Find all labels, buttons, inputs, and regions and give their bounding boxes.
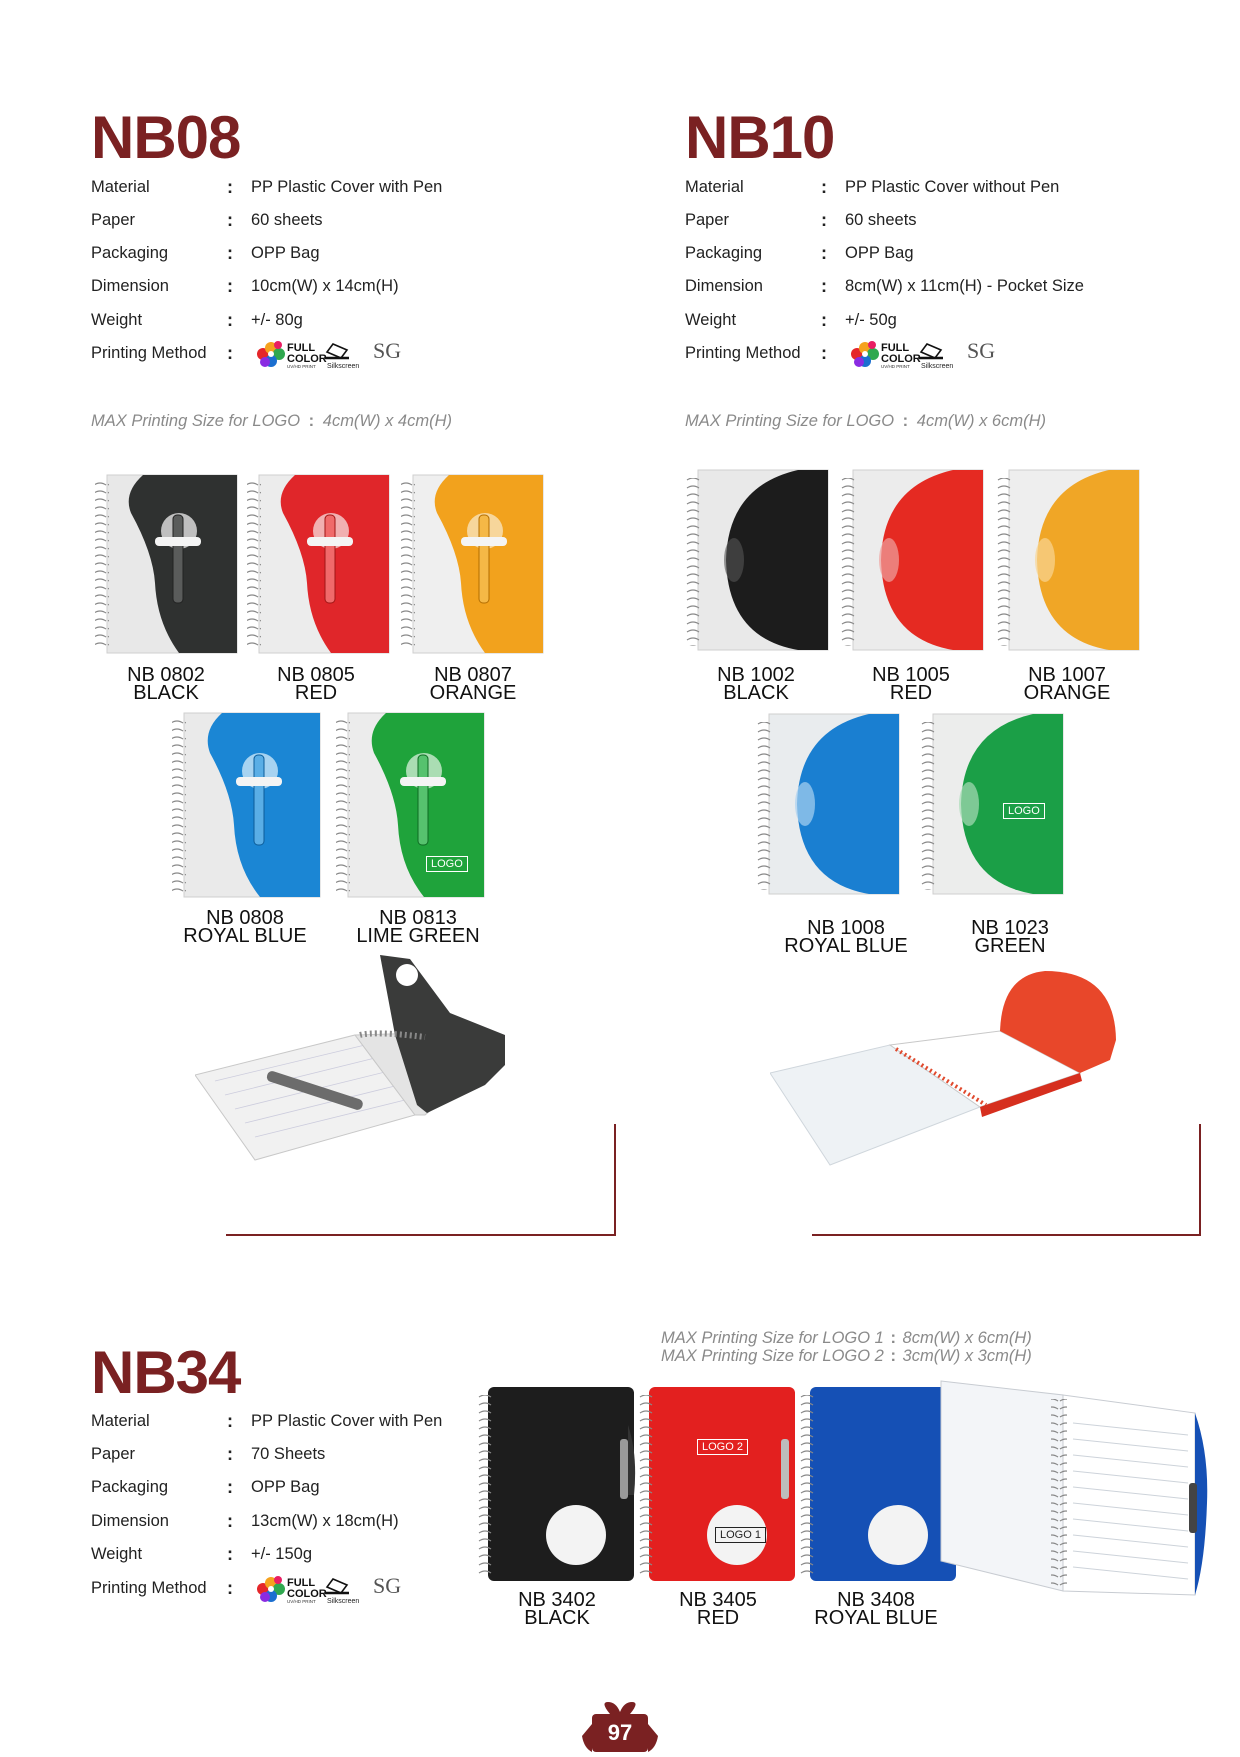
colon: : <box>227 343 233 363</box>
nb34-packaging-value: OPP Bag <box>251 1478 320 1496</box>
nb10-notebook-black <box>686 468 830 652</box>
nb34-paper-value: 70 Sheets <box>251 1445 326 1463</box>
colon: : <box>227 1411 233 1431</box>
weight-label: Weight <box>685 311 737 329</box>
svg-text:UV/HD PRINT: UV/HD PRINT <box>881 364 910 369</box>
colon: : <box>227 276 233 296</box>
max-value: 4cm(W) x 6cm(H) <box>916 412 1046 430</box>
svg-text:COLOR: COLOR <box>881 353 921 365</box>
nb34-notebook-red <box>639 1385 799 1583</box>
nb08-bracket-horizontal <box>226 1234 616 1236</box>
nb10-caption-black: NB 1002 BLACK <box>717 664 795 704</box>
svg-text:UV/HD PRINT: UV/HD PRINT <box>287 1599 316 1604</box>
dimension-label: Dimension <box>91 1512 169 1530</box>
nb34-spec-table <box>91 1412 521 1612</box>
nb34-caption-red: NB 3405 RED <box>679 1589 757 1629</box>
colon: : <box>821 276 827 296</box>
sg-icon: SG <box>373 338 402 363</box>
svg-text:FULL: FULL <box>287 342 316 354</box>
material-label: Material <box>91 1412 150 1430</box>
full-color-icon <box>257 341 285 367</box>
printing-method-icons <box>251 1569 431 1609</box>
colon: : <box>821 343 827 363</box>
nb34-title: NB34 <box>91 1339 241 1406</box>
nb08-notebook-lime-green <box>334 711 486 901</box>
printing-method-icons <box>251 334 431 374</box>
nb08-notebook-black <box>93 473 239 657</box>
sg-icon: SG <box>967 338 996 363</box>
nb34-open-notebook-image <box>933 1373 1210 1598</box>
nb10-weight-value: +/- 50g <box>845 311 897 329</box>
nb08-notebook-orange <box>399 473 545 657</box>
nb10-notebook-red <box>841 468 985 652</box>
nb08-caption-red: NB 0805 RED <box>277 664 355 704</box>
nb08-weight-value: +/- 80g <box>251 311 303 329</box>
printing-label: Printing Method <box>685 344 801 362</box>
nb34-caption-black: NB 3402 BLACK <box>518 1589 596 1629</box>
svg-text:Silkscreen: Silkscreen <box>327 1598 360 1605</box>
paper-label: Paper <box>685 211 730 229</box>
colon: : <box>227 1544 233 1564</box>
printing-method-icons <box>845 334 1025 374</box>
nb34-caption-royal-blue: NB 3408 ROYAL BLUE <box>814 1589 938 1629</box>
nb08-bracket-vertical <box>614 1124 616 1236</box>
nb08-caption-black: NB 0802 BLACK <box>127 664 205 704</box>
nb08-paper-value: 60 sheets <box>251 211 323 229</box>
page-number-badge <box>578 1700 662 1752</box>
nb08-title: NB08 <box>91 104 241 171</box>
weight-label: Weight <box>91 1545 143 1563</box>
nb34-material-value: PP Plastic Cover with Pen <box>251 1412 443 1430</box>
paper-label: Paper <box>91 1445 136 1463</box>
nb10-caption-orange: NB 1007 ORANGE <box>1023 664 1111 704</box>
nb10-notebook-royal-blue <box>757 712 901 896</box>
nb10-packaging-value: OPP Bag <box>845 244 914 262</box>
nb08-max-print-size: MAX Printing Size for LOGO : 4cm(W) x 4cm(H) <box>91 412 452 430</box>
svg-text:FULL: FULL <box>881 342 910 354</box>
colon: : <box>821 210 827 230</box>
colon: : <box>227 310 233 330</box>
nb08-notebook-red <box>245 473 391 657</box>
nb08-spec-table <box>91 178 551 378</box>
packaging-label: Packaging <box>91 1478 169 1496</box>
nb08-open-notebook-image <box>195 955 525 1165</box>
svg-text:UV/HD PRINT: UV/HD PRINT <box>287 364 316 369</box>
nb10-dimension-value: 8cm(W) x 11cm(H) - Pocket Size <box>845 277 1084 295</box>
nb10-caption-royal-blue: NB 1008 ROYAL BLUE <box>784 917 908 957</box>
paper-label: Paper <box>91 211 136 229</box>
nb10-caption-red: NB 1005 RED <box>872 664 950 704</box>
colon: : <box>821 310 827 330</box>
page-number: 97 <box>607 1720 633 1745</box>
svg-text:Silkscreen: Silkscreen <box>327 363 360 370</box>
colon: : <box>227 210 233 230</box>
nb10-notebook-orange <box>997 468 1141 652</box>
nb10-bracket-horizontal <box>812 1234 1201 1236</box>
colon: : <box>227 1578 233 1598</box>
nb34-max-print-size-2: MAX Printing Size for LOGO 2 : 3cm(W) x 3cm(H) <box>661 1347 1032 1365</box>
weight-label: Weight <box>91 311 143 329</box>
nb34-logo-1-placeholder: LOGO 1 <box>715 1527 766 1543</box>
silkscreen-icon <box>325 1579 349 1593</box>
colon: : <box>227 1444 233 1464</box>
nb10-caption-green: NB 1023 GREEN <box>971 917 1049 957</box>
svg-text:COLOR: COLOR <box>287 353 327 365</box>
nb10-max-print-size: MAX Printing Size for LOGO : 4cm(W) x 6cm(H) <box>685 412 1046 430</box>
nb08-caption-orange: NB 0807 ORANGE <box>429 664 517 704</box>
nb10-notebook-green <box>921 712 1065 896</box>
colon: : <box>227 243 233 263</box>
material-label: Material <box>685 178 744 196</box>
nb10-bracket-vertical <box>1199 1124 1201 1236</box>
svg-text:Silkscreen: Silkscreen <box>921 363 954 370</box>
nb08-material-value: PP Plastic Cover with Pen <box>251 178 443 196</box>
nb10-logo-placeholder: LOGO <box>1003 803 1045 819</box>
colon: : <box>227 1477 233 1497</box>
colon: : <box>821 177 827 197</box>
nb10-spec-table <box>685 178 1205 378</box>
nb08-dimension-value: 10cm(W) x 14cm(H) <box>251 277 399 295</box>
svg-text:FULL: FULL <box>287 1577 316 1589</box>
nb08-notebook-royal-blue <box>170 711 322 901</box>
nb10-title: NB10 <box>685 104 835 171</box>
printing-label: Printing Method <box>91 344 207 362</box>
nb34-max-print-size-1: MAX Printing Size for LOGO 1 : 8cm(W) x 6cm(H) <box>661 1329 1032 1347</box>
nb08-packaging-value: OPP Bag <box>251 244 320 262</box>
nb10-paper-value: 60 sheets <box>845 211 917 229</box>
nb34-logo-2-placeholder: LOGO 2 <box>697 1439 748 1455</box>
full-color-icon <box>257 1576 285 1602</box>
packaging-label: Packaging <box>685 244 763 262</box>
printing-label: Printing Method <box>91 1579 207 1597</box>
nb08-caption-royal-blue: NB 0808 ROYAL BLUE <box>183 907 307 947</box>
colon: : <box>821 243 827 263</box>
nb10-open-notebook-image <box>770 965 1120 1175</box>
sg-icon: SG <box>373 1573 402 1598</box>
colon: : <box>227 177 233 197</box>
dimension-label: Dimension <box>91 277 169 295</box>
nb34-weight-value: +/- 150g <box>251 1545 313 1563</box>
nb34-dimension-value: 13cm(W) x 18cm(H) <box>251 1512 399 1530</box>
silkscreen-icon <box>325 344 349 358</box>
nb08-caption-lime-green: NB 0813 LIME GREEN <box>356 907 480 947</box>
packaging-label: Packaging <box>91 244 169 262</box>
nb10-material-value: PP Plastic Cover without Pen <box>845 178 1060 196</box>
silkscreen-icon <box>919 344 943 358</box>
colon: : <box>227 1511 233 1531</box>
nb08-logo-placeholder: LOGO <box>426 856 468 872</box>
max-label: MAX Printing Size for LOGO <box>685 412 895 430</box>
material-label: Material <box>91 178 150 196</box>
max-value: 4cm(W) x 4cm(H) <box>322 412 452 430</box>
full-color-icon <box>851 341 879 367</box>
svg-text:COLOR: COLOR <box>287 1588 327 1600</box>
nb34-notebook-black <box>478 1385 638 1583</box>
max-label: MAX Printing Size for LOGO <box>91 412 301 430</box>
dimension-label: Dimension <box>685 277 763 295</box>
